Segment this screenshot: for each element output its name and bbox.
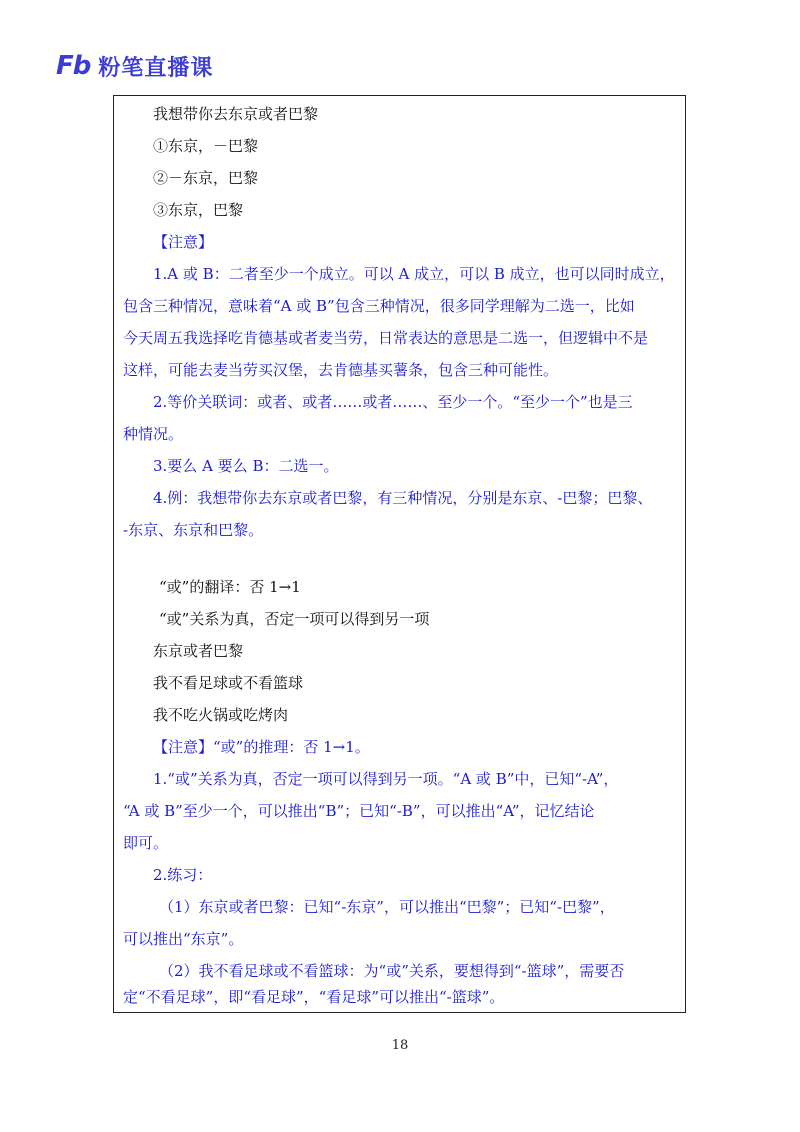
text-line: 我不吃火锅或吃烤肉 [153,706,289,724]
text-line: 可以推出“东京”。 [123,930,244,948]
text-line: 1.A 或 B：二者至少一个成立。可以 A 成立，可以 B 成立，也可以同时成立， [153,265,675,283]
logo-mark: Fb [56,51,91,81]
text-line: 2.练习： [153,866,213,884]
page-number: 18 [391,1038,409,1053]
text-line: -东京、东京和巴黎。 [123,521,264,539]
text-line: “或”关系为真，否定一项可以得到另一项 [159,610,430,628]
text-line: 我不看足球或不看篮球 [153,674,304,692]
text-line: 定“不看足球”，即“看足球”，“看足球”可以推出“-篮球”。 [123,988,505,1006]
text-line: 种情况。 [123,425,184,443]
content-frame [113,95,686,1013]
text-line: ③东京，巴黎 [153,201,244,219]
text-line: （1）东京或者巴黎：已知“-东京”，可以推出“巴黎”；已知“-巴黎”， [159,898,615,916]
text-line: 4.例：我想带你去东京或者巴黎，有三种情况，分别是东京、-巴黎；巴黎、 [153,489,653,507]
text-line: ②－东京，巴黎 [153,169,259,187]
text-line: （2）我不看足球或不看篮球：为“或”关系，要想得到“-篮球”，需要否 [159,962,625,980]
text-line: 包含三种情况，意味着“A 或 B”包含三种情况，很多同学理解为二选一，比如 [123,297,635,315]
logo-text: 粉笔直播课 [98,55,214,81]
note-heading: 【注意】“或”的推理：否 1→1。 [153,738,370,756]
text-line: 这样，可能去麦当劳买汉堡，去肯德基买薯条，包含三种可能性。 [123,361,559,379]
brand-logo [56,50,213,82]
text-line: 东京或者巴黎 [153,642,244,660]
text-line: 3.要么 A 要么 B：二选一。 [153,457,339,475]
text-line: 即可。 [123,834,169,852]
text-line: 1.“或”关系为真，否定一项可以得到另一项。“A 或 B”中，已知“-A”， [153,770,619,788]
note-heading: 【注意】 [153,233,214,251]
text-line: 2.等价关联词：或者、或者……或者……、至少一个。“至少一个”也是三 [153,393,633,411]
text-line: “A 或 B”至少一个，可以推出“B”；已知“-B”，可以推出“A”，记忆结论 [123,802,595,820]
text-line: “或”的翻译：否 1→1 [159,578,301,596]
text-line: ①东京，－巴黎 [153,137,259,155]
text-line: 我想带你去东京或者巴黎 [153,105,319,123]
text-line: 今天周五我选择吃肯德基或者麦当劳，日常表达的意思是二选一，但逻辑中不是 [123,329,649,347]
